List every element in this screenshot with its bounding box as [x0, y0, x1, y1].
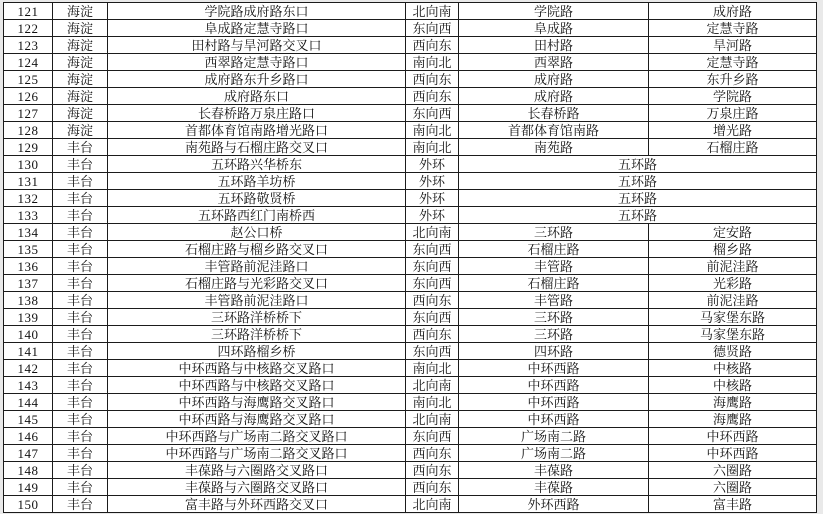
location-cell: 阜成路定慧寺路口: [108, 20, 406, 37]
traffic-monitoring-table: [3, 2, 817, 513]
district-cell: 丰台: [53, 156, 108, 173]
location-cell: 丰葆路与六圈路交叉路口: [108, 462, 406, 479]
main-road-cell: 南苑路: [459, 139, 649, 156]
main-road-cell: 学院路: [459, 3, 649, 20]
row-number-cell: 148: [4, 462, 53, 479]
district-cell: 海淀: [53, 71, 108, 88]
main-road-cell: 三环路: [459, 309, 649, 326]
main-road-cell: 丰葆路: [459, 462, 649, 479]
row-number-cell: 126: [4, 88, 53, 105]
district-cell: 海淀: [53, 105, 108, 122]
main-road-cell: 中环西路: [459, 411, 649, 428]
traffic-table-body: [4, 3, 817, 513]
main-road-cell: 中环西路: [459, 394, 649, 411]
district-cell: 海淀: [53, 54, 108, 71]
direction-cell: 东向西: [406, 258, 459, 275]
location-cell: 首都体育馆南路增光路口: [108, 122, 406, 139]
row-number-cell: 124: [4, 54, 53, 71]
table-row: [4, 428, 817, 445]
table-row: [4, 394, 817, 411]
cross-road-cell: 石榴庄路: [649, 139, 817, 156]
row-number-cell: 143: [4, 377, 53, 394]
location-cell: 丰葆路与六圈路交叉路口: [108, 479, 406, 496]
district-cell: 丰台: [53, 275, 108, 292]
cross-road-cell: 东升乡路: [649, 71, 817, 88]
cross-road-cell: 定慧寺路: [649, 20, 817, 37]
cross-road-cell: 中核路: [649, 360, 817, 377]
table-row: [4, 224, 817, 241]
table-row: [4, 190, 817, 207]
table-row: [4, 462, 817, 479]
table-row: [4, 88, 817, 105]
merged-road-cell: 五环路: [459, 173, 817, 190]
merged-road-cell: 五环路: [459, 190, 817, 207]
row-number-cell: 136: [4, 258, 53, 275]
row-number-cell: 146: [4, 428, 53, 445]
row-number-cell: 135: [4, 241, 53, 258]
district-cell: 丰台: [53, 496, 108, 513]
table-row: [4, 326, 817, 343]
table-row: [4, 411, 817, 428]
main-road-cell: 广场南二路: [459, 445, 649, 462]
row-number-cell: 127: [4, 105, 53, 122]
main-road-cell: 石榴庄路: [459, 241, 649, 258]
cross-road-cell: 马家堡东路: [649, 326, 817, 343]
table-row: [4, 54, 817, 71]
table-row: [4, 343, 817, 360]
table-row: [4, 445, 817, 462]
location-cell: 田村路与旱河路交叉口: [108, 37, 406, 54]
direction-cell: 西向东: [406, 326, 459, 343]
district-cell: 海淀: [53, 3, 108, 20]
cross-road-cell: 海鹰路: [649, 394, 817, 411]
row-number-cell: 123: [4, 37, 53, 54]
location-cell: 五环路羊坊桥: [108, 173, 406, 190]
direction-cell: 外环: [406, 207, 459, 224]
main-road-cell: 中环西路: [459, 360, 649, 377]
cross-road-cell: 中核路: [649, 377, 817, 394]
table-row: [4, 37, 817, 54]
location-cell: 西翠路定慧寺路口: [108, 54, 406, 71]
table-row: [4, 3, 817, 20]
main-road-cell: 广场南二路: [459, 428, 649, 445]
district-cell: 丰台: [53, 224, 108, 241]
cross-road-cell: 榴乡路: [649, 241, 817, 258]
district-cell: 丰台: [53, 411, 108, 428]
table-row: [4, 207, 817, 224]
direction-cell: 东向西: [406, 105, 459, 122]
row-number-cell: 125: [4, 71, 53, 88]
table-row: [4, 309, 817, 326]
direction-cell: 西向东: [406, 88, 459, 105]
cross-road-cell: 六圈路: [649, 479, 817, 496]
direction-cell: 南向北: [406, 139, 459, 156]
direction-cell: 西向东: [406, 37, 459, 54]
main-road-cell: 田村路: [459, 37, 649, 54]
district-cell: 丰台: [53, 360, 108, 377]
cross-road-cell: 定慧寺路: [649, 54, 817, 71]
direction-cell: 西向东: [406, 71, 459, 88]
row-number-cell: 128: [4, 122, 53, 139]
direction-cell: 西向东: [406, 462, 459, 479]
direction-cell: 南向北: [406, 394, 459, 411]
row-number-cell: 133: [4, 207, 53, 224]
district-cell: 海淀: [53, 88, 108, 105]
table-row: [4, 479, 817, 496]
district-cell: 丰台: [53, 445, 108, 462]
row-number-cell: 139: [4, 309, 53, 326]
direction-cell: 东向西: [406, 275, 459, 292]
direction-cell: 东向西: [406, 309, 459, 326]
location-cell: 五环路兴华桥东: [108, 156, 406, 173]
main-road-cell: 首都体育馆南路: [459, 122, 649, 139]
location-cell: 五环路敬贤桥: [108, 190, 406, 207]
main-road-cell: 长春桥路: [459, 105, 649, 122]
location-cell: 石榴庄路与光彩路交叉口: [108, 275, 406, 292]
cross-road-cell: 增光路: [649, 122, 817, 139]
location-cell: 中环西路与广场南二路交叉路口: [108, 445, 406, 462]
cross-road-cell: 六圈路: [649, 462, 817, 479]
district-cell: 丰台: [53, 462, 108, 479]
location-cell: 石榴庄路与榴乡路交叉口: [108, 241, 406, 258]
district-cell: 海淀: [53, 122, 108, 139]
row-number-cell: 137: [4, 275, 53, 292]
table-row: [4, 71, 817, 88]
district-cell: 海淀: [53, 37, 108, 54]
row-number-cell: 134: [4, 224, 53, 241]
district-cell: 丰台: [53, 292, 108, 309]
row-number-cell: 145: [4, 411, 53, 428]
cross-road-cell: 前泥洼路: [649, 292, 817, 309]
district-cell: 丰台: [53, 139, 108, 156]
district-cell: 海淀: [53, 20, 108, 37]
location-cell: 丰管路前泥洼路口: [108, 292, 406, 309]
table-row: [4, 360, 817, 377]
main-road-cell: 三环路: [459, 224, 649, 241]
direction-cell: 外环: [406, 190, 459, 207]
table-row: [4, 258, 817, 275]
district-cell: 丰台: [53, 479, 108, 496]
district-cell: 丰台: [53, 309, 108, 326]
district-cell: 丰台: [53, 394, 108, 411]
district-cell: 丰台: [53, 428, 108, 445]
direction-cell: 北向南: [406, 496, 459, 513]
direction-cell: 南向北: [406, 54, 459, 71]
direction-cell: 外环: [406, 173, 459, 190]
row-number-cell: 129: [4, 139, 53, 156]
direction-cell: 北向南: [406, 411, 459, 428]
cross-road-cell: 马家堡东路: [649, 309, 817, 326]
table-row: [4, 496, 817, 513]
cross-road-cell: 万泉庄路: [649, 105, 817, 122]
row-number-cell: 131: [4, 173, 53, 190]
direction-cell: 南向北: [406, 122, 459, 139]
cross-road-cell: 中环西路: [649, 428, 817, 445]
cross-road-cell: 德贤路: [649, 343, 817, 360]
district-cell: 丰台: [53, 190, 108, 207]
district-cell: 丰台: [53, 207, 108, 224]
cross-road-cell: 成府路: [649, 3, 817, 20]
direction-cell: 西向东: [406, 479, 459, 496]
row-number-cell: 144: [4, 394, 53, 411]
district-cell: 丰台: [53, 377, 108, 394]
row-number-cell: 142: [4, 360, 53, 377]
direction-cell: 南向北: [406, 360, 459, 377]
location-cell: 成府路东升乡路口: [108, 71, 406, 88]
district-cell: 丰台: [53, 173, 108, 190]
cross-road-cell: 旱河路: [649, 37, 817, 54]
direction-cell: 北向南: [406, 377, 459, 394]
location-cell: 长春桥路万泉庄路口: [108, 105, 406, 122]
main-road-cell: 四环路: [459, 343, 649, 360]
direction-cell: 北向南: [406, 224, 459, 241]
location-cell: 南苑路与石榴庄路交叉口: [108, 139, 406, 156]
row-number-cell: 147: [4, 445, 53, 462]
row-number-cell: 121: [4, 3, 53, 20]
main-road-cell: 成府路: [459, 88, 649, 105]
table-row: [4, 122, 817, 139]
location-cell: 成府路东口: [108, 88, 406, 105]
location-cell: 富丰路与外环西路交叉口: [108, 496, 406, 513]
main-road-cell: 石榴庄路: [459, 275, 649, 292]
cross-road-cell: 光彩路: [649, 275, 817, 292]
table-row: [4, 173, 817, 190]
direction-cell: 东向西: [406, 20, 459, 37]
direction-cell: 西向东: [406, 445, 459, 462]
table-row: [4, 292, 817, 309]
location-cell: 四环路榴乡桥: [108, 343, 406, 360]
main-road-cell: 三环路: [459, 326, 649, 343]
location-cell: 丰管路前泥洼路口: [108, 258, 406, 275]
table-row: [4, 20, 817, 37]
location-cell: 学院路成府路东口: [108, 3, 406, 20]
cross-road-cell: 海鹰路: [649, 411, 817, 428]
row-number-cell: 132: [4, 190, 53, 207]
direction-cell: 东向西: [406, 241, 459, 258]
table-row: [4, 377, 817, 394]
main-road-cell: 丰葆路: [459, 479, 649, 496]
location-cell: 中环西路与广场南二路交叉路口: [108, 428, 406, 445]
main-road-cell: 外环西路: [459, 496, 649, 513]
location-cell: 中环西路与中核路交叉路口: [108, 360, 406, 377]
district-cell: 丰台: [53, 241, 108, 258]
table-row: [4, 156, 817, 173]
direction-cell: 东向西: [406, 343, 459, 360]
location-cell: 三环路洋桥桥下: [108, 326, 406, 343]
district-cell: 丰台: [53, 343, 108, 360]
table-row: [4, 275, 817, 292]
row-number-cell: 141: [4, 343, 53, 360]
main-road-cell: 西翠路: [459, 54, 649, 71]
table-row: [4, 241, 817, 258]
main-road-cell: 成府路: [459, 71, 649, 88]
row-number-cell: 138: [4, 292, 53, 309]
main-road-cell: 丰管路: [459, 258, 649, 275]
district-cell: 丰台: [53, 258, 108, 275]
location-cell: 赵公口桥: [108, 224, 406, 241]
district-cell: 丰台: [53, 326, 108, 343]
cross-road-cell: 富丰路: [649, 496, 817, 513]
location-cell: 三环路洋桥桥下: [108, 309, 406, 326]
main-road-cell: 阜成路: [459, 20, 649, 37]
cross-road-cell: 学院路: [649, 88, 817, 105]
direction-cell: 西向东: [406, 292, 459, 309]
cross-road-cell: 中环西路: [649, 445, 817, 462]
location-cell: 五环路西红门南桥西: [108, 207, 406, 224]
merged-road-cell: 五环路: [459, 207, 817, 224]
location-cell: 中环西路与海鹰路交叉路口: [108, 394, 406, 411]
table-row: [4, 139, 817, 156]
row-number-cell: 140: [4, 326, 53, 343]
direction-cell: 外环: [406, 156, 459, 173]
row-number-cell: 149: [4, 479, 53, 496]
cross-road-cell: 前泥洼路: [649, 258, 817, 275]
merged-road-cell: 五环路: [459, 156, 817, 173]
cross-road-cell: 定安路: [649, 224, 817, 241]
row-number-cell: 150: [4, 496, 53, 513]
table-row: [4, 105, 817, 122]
main-road-cell: 丰管路: [459, 292, 649, 309]
main-road-cell: 中环西路: [459, 377, 649, 394]
row-number-cell: 130: [4, 156, 53, 173]
row-number-cell: 122: [4, 20, 53, 37]
location-cell: 中环西路与海鹰路交叉路口: [108, 411, 406, 428]
direction-cell: 东向西: [406, 428, 459, 445]
location-cell: 中环西路与中核路交叉路口: [108, 377, 406, 394]
direction-cell: 北向南: [406, 3, 459, 20]
